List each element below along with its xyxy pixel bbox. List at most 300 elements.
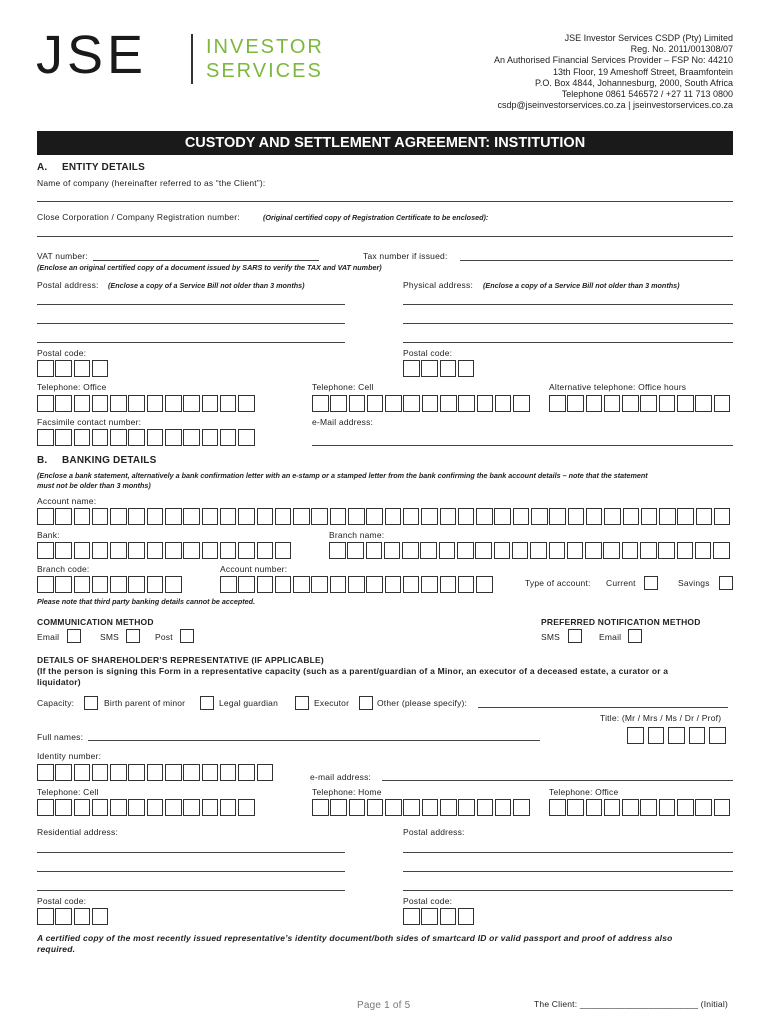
pref-email-checkbox[interactable] [628,629,642,643]
input-box[interactable] [165,764,182,781]
input-box[interactable] [627,727,644,744]
input-box[interactable] [696,508,713,525]
input-box[interactable] [147,395,164,412]
postal-code-boxes-1[interactable] [37,360,110,377]
input-box[interactable] [128,576,145,593]
input-box[interactable] [330,508,347,525]
physical-address-line-2[interactable] [403,323,733,324]
input-box[interactable] [458,508,475,525]
rep-tel-office-label: Telephone: Office [549,787,619,797]
branch-code-boxes[interactable] [37,576,183,593]
input-box[interactable] [457,542,474,559]
reg-number-line[interactable] [37,236,733,237]
input-box[interactable] [128,429,145,446]
input-box[interactable] [55,764,72,781]
input-box[interactable] [622,799,639,816]
input-box[interactable] [220,508,237,525]
input-box[interactable] [531,508,548,525]
input-box[interactable] [641,508,658,525]
input-box[interactable] [367,799,384,816]
input-box[interactable] [128,542,145,559]
input-box[interactable] [695,395,712,412]
input-box[interactable] [477,395,494,412]
input-box[interactable] [495,395,512,412]
vat-line[interactable] [93,260,319,261]
input-box[interactable] [165,508,182,525]
input-box[interactable] [420,542,437,559]
input-box[interactable] [330,395,347,412]
pref-sms-checkbox[interactable] [568,629,582,643]
input-box[interactable] [238,508,255,525]
tel-office-boxes[interactable] [37,395,257,412]
input-box[interactable] [586,395,603,412]
input-box[interactable] [312,395,329,412]
input-box[interactable] [366,542,383,559]
input-box[interactable] [110,542,127,559]
input-box[interactable] [549,799,566,816]
postal-address-label: Postal address: [37,280,99,290]
input-box[interactable] [183,508,200,525]
input-box[interactable] [55,395,72,412]
savings-checkbox[interactable] [719,576,733,590]
input-box[interactable] [403,395,420,412]
savings-label: Savings [678,578,710,588]
bank-boxes[interactable] [37,542,293,559]
input-box[interactable] [495,799,512,816]
input-box[interactable] [349,799,366,816]
input-box[interactable] [165,542,182,559]
input-box[interactable] [312,799,329,816]
input-box[interactable] [293,576,310,593]
input-box[interactable] [586,799,603,816]
input-box[interactable] [275,542,292,559]
input-box[interactable] [257,508,274,525]
input-box[interactable] [311,508,328,525]
third-party-note: Please note that third party banking details cannot be accepted. [37,597,256,606]
rep-sub-2: liquidator) [37,677,81,687]
account-number-label: Account number: [220,564,288,574]
input-box[interactable] [422,395,439,412]
input-box[interactable] [238,429,255,446]
rep-postal-line-1[interactable] [403,852,733,853]
input-box[interactable] [440,360,457,377]
input-box[interactable] [92,395,109,412]
input-box[interactable] [640,395,657,412]
input-box[interactable] [257,542,274,559]
input-box[interactable] [458,908,475,925]
tel-cell-label: Telephone: Cell [312,382,374,392]
input-box[interactable] [709,727,726,744]
input-box[interactable] [403,576,420,593]
account-number-boxes[interactable] [220,576,494,593]
rep-email-label: e-mail address: [310,772,372,782]
rep-postal-line-3[interactable] [403,890,733,891]
input-box[interactable] [92,429,109,446]
input-box[interactable] [183,764,200,781]
residential-line-3[interactable] [37,890,345,891]
input-box[interactable] [74,508,91,525]
input-box[interactable] [440,508,457,525]
input-box[interactable] [110,576,127,593]
input-box[interactable] [677,542,694,559]
input-box[interactable] [513,395,530,412]
tax-line[interactable] [460,260,733,261]
input-box[interactable] [183,429,200,446]
input-box[interactable] [422,799,439,816]
input-box[interactable] [55,576,72,593]
input-box[interactable] [128,799,145,816]
input-box[interactable] [604,395,621,412]
banking-note-2: must not be older than 3 months) [37,481,151,490]
input-box[interactable] [92,542,109,559]
input-box[interactable] [512,542,529,559]
input-box[interactable] [659,799,676,816]
input-box[interactable] [147,429,164,446]
input-box[interactable] [385,576,402,593]
input-box[interactable] [128,395,145,412]
input-box[interactable] [92,508,109,525]
section-b-heading: BANKING DETAILS [62,455,157,466]
input-box[interactable] [403,908,420,925]
input-box[interactable] [677,799,694,816]
rep-postal-line-2[interactable] [403,871,733,872]
input-box[interactable] [147,508,164,525]
input-box[interactable] [293,508,310,525]
full-names-line[interactable] [88,740,540,741]
input-box[interactable] [37,764,54,781]
input-box[interactable] [128,764,145,781]
input-box[interactable] [440,576,457,593]
other-label: Other (please specify): [377,698,468,708]
input-box[interactable] [366,576,383,593]
input-box[interactable] [604,799,621,816]
account-name-boxes[interactable] [37,508,732,525]
input-box[interactable] [677,395,694,412]
legal-guardian-checkbox[interactable] [200,696,214,710]
input-box[interactable] [202,395,219,412]
postal-address-line-1[interactable] [37,304,345,305]
input-box[interactable] [458,576,475,593]
input-box[interactable] [567,799,584,816]
input-box[interactable] [403,508,420,525]
input-box[interactable] [603,542,620,559]
rep-postal-code-boxes-1[interactable] [37,908,110,925]
input-box[interactable] [648,727,665,744]
id-number-label: Identity number: [37,751,102,761]
input-box[interactable] [220,799,237,816]
input-box[interactable] [677,508,694,525]
input-box[interactable] [165,799,182,816]
input-box[interactable] [37,799,54,816]
input-box[interactable] [549,395,566,412]
company-phone: Telephone 0861 546572 / +27 11 713 0800 [561,89,733,100]
input-box[interactable] [257,764,274,781]
input-box[interactable] [165,576,182,593]
input-box[interactable] [549,508,566,525]
input-box[interactable] [74,764,91,781]
input-box[interactable] [110,395,127,412]
input-box[interactable] [640,542,657,559]
comm-email-checkbox[interactable] [67,629,81,643]
input-box[interactable] [348,508,365,525]
branch-name-label: Branch name: [329,530,385,540]
input-box[interactable] [74,542,91,559]
physical-address-line-3[interactable] [403,342,733,343]
residential-label: Residential address: [37,827,119,837]
input-box[interactable] [183,542,200,559]
branch-name-boxes[interactable] [329,542,732,559]
input-box[interactable] [183,799,200,816]
input-box[interactable] [549,542,566,559]
input-box[interactable] [202,429,219,446]
input-box[interactable] [568,508,585,525]
section-a-letter: A. [37,162,48,173]
account-type-label: Type of account: [525,578,591,588]
input-box[interactable] [110,508,127,525]
section-b-letter: B. [37,455,48,466]
postal-code-label-1: Postal code: [37,348,87,358]
input-box[interactable] [92,908,109,925]
email-label: e-Mail address: [312,417,374,427]
input-box[interactable] [567,395,584,412]
input-box[interactable] [202,542,219,559]
input-box[interactable] [238,576,255,593]
section-a-heading: ENTITY DETAILS [62,162,145,173]
input-box[interactable] [439,542,456,559]
input-box[interactable] [220,542,237,559]
company-address-block [494,33,733,111]
executor-checkbox[interactable] [295,696,309,710]
title-boxes[interactable] [627,727,727,744]
input-box[interactable] [275,576,292,593]
input-box[interactable] [421,508,438,525]
input-box[interactable] [74,360,91,377]
input-box[interactable] [55,908,72,925]
input-box[interactable] [330,576,347,593]
postal-address-line-2[interactable] [37,323,345,324]
input-box[interactable] [385,395,402,412]
input-box[interactable] [695,799,712,816]
input-box[interactable] [92,799,109,816]
alt-tel-label: Alternative telephone: Office hours [549,382,687,392]
input-box[interactable] [347,542,364,559]
input-box[interactable] [92,360,109,377]
input-box[interactable] [74,395,91,412]
input-box[interactable] [458,799,475,816]
input-box[interactable] [475,542,492,559]
input-box[interactable] [257,576,274,593]
input-box[interactable] [714,508,731,525]
input-box[interactable] [329,542,346,559]
input-box[interactable] [147,764,164,781]
input-box[interactable] [74,908,91,925]
input-box[interactable] [183,395,200,412]
alt-tel-boxes[interactable] [549,395,732,412]
postal-address-line-3[interactable] [37,342,345,343]
input-box[interactable] [220,429,237,446]
comm-sms-checkbox[interactable] [126,629,140,643]
input-box[interactable] [238,799,255,816]
input-box[interactable] [366,508,383,525]
comm-post-label: Post [155,632,173,642]
input-box[interactable] [165,395,182,412]
rep-tel-cell-label: Telephone: Cell [37,787,99,797]
other-line[interactable] [478,707,728,708]
rep-tel-office-boxes[interactable] [549,799,732,816]
id-number-boxes[interactable] [37,764,275,781]
input-box[interactable] [275,508,292,525]
input-box[interactable] [110,764,127,781]
page-title: CUSTODY AND SETTLEMENT AGREEMENT: INSTITUTION [184,135,586,151]
input-box[interactable] [586,508,603,525]
input-box[interactable] [385,508,402,525]
input-box[interactable] [385,799,402,816]
input-box[interactable] [37,576,54,593]
input-box[interactable] [658,542,675,559]
input-box[interactable] [714,395,731,412]
other-checkbox[interactable] [359,696,373,710]
email-line[interactable] [312,445,733,446]
input-box[interactable] [402,542,419,559]
input-box[interactable] [622,542,639,559]
input-box[interactable] [238,764,255,781]
rep-tel-home-boxes[interactable] [312,799,532,816]
vat-label: VAT number: [37,251,88,261]
input-box[interactable] [238,542,255,559]
physical-address-line-1[interactable] [403,304,733,305]
input-box[interactable] [604,508,621,525]
postal-code-label-2: Postal code: [403,348,453,358]
input-box[interactable] [567,542,584,559]
input-box[interactable] [440,799,457,816]
input-box[interactable] [421,908,438,925]
rep-tel-cell-boxes[interactable] [37,799,257,816]
input-box[interactable] [622,395,639,412]
input-box[interactable] [668,727,685,744]
input-box[interactable] [440,395,457,412]
input-box[interactable] [74,429,91,446]
input-box[interactable] [147,576,164,593]
company-reg: Reg. No. 2011/001308/07 [630,44,733,55]
input-box[interactable] [311,576,328,593]
bank-label: Bank: [37,530,60,540]
input-box[interactable] [348,576,365,593]
input-box[interactable] [695,542,712,559]
input-box[interactable] [330,799,347,816]
input-box[interactable] [220,395,237,412]
tel-cell-boxes[interactable] [312,395,532,412]
input-box[interactable] [37,395,54,412]
input-box[interactable] [92,764,109,781]
input-box[interactable] [367,395,384,412]
input-box[interactable] [110,799,127,816]
input-box[interactable] [55,508,72,525]
input-box[interactable] [403,799,420,816]
input-box[interactable] [403,360,420,377]
input-box[interactable] [713,542,730,559]
company-email: csdp@jseinvestorservices.co.za | jseinvestorservices.co.za [497,100,733,111]
rep-sub-1: (If the person is signing this Form in a representative capacity (such as a parent/guardian of a Minor, an executor of a deceased estate, a curator or a [37,666,669,676]
input-box[interactable] [458,395,475,412]
input-box[interactable] [147,799,164,816]
input-box[interactable] [659,508,676,525]
rep-email-line[interactable] [382,780,733,781]
birth-parent-checkbox[interactable] [84,696,98,710]
input-box[interactable] [202,764,219,781]
postal-code-boxes-2[interactable] [403,360,476,377]
residential-line-1[interactable] [37,852,345,853]
input-box[interactable] [220,764,237,781]
input-box[interactable] [37,508,54,525]
account-name-label: Account name: [37,496,97,506]
input-box[interactable] [530,542,547,559]
input-box[interactable] [349,395,366,412]
input-box[interactable] [128,508,145,525]
input-box[interactable] [92,576,109,593]
company-name-line[interactable] [37,201,733,202]
input-box[interactable] [476,508,493,525]
input-box[interactable] [421,360,438,377]
input-box[interactable] [494,508,511,525]
physical-address-note: (Enclose a copy of a Service Bill not older than 3 months) [483,281,680,290]
input-box[interactable] [659,395,676,412]
input-box[interactable] [55,360,72,377]
input-box[interactable] [220,576,237,593]
comm-post-checkbox[interactable] [180,629,194,643]
input-box[interactable] [37,542,54,559]
input-box[interactable] [55,429,72,446]
physical-address-label: Physical address: [403,280,474,290]
input-box[interactable] [585,542,602,559]
input-box[interactable] [689,727,706,744]
input-box[interactable] [714,799,731,816]
input-box[interactable] [74,799,91,816]
input-box[interactable] [37,908,54,925]
banking-note-1: (Enclose a bank statement, alternatively a bank confirmation letter with an e-stamp or a stamped letter from the bank confirming the bank account details – note that the statement [37,471,648,480]
input-box[interactable] [640,799,657,816]
input-box[interactable] [458,360,475,377]
input-box[interactable] [477,799,494,816]
rep-postal-code-label-1: Postal code: [37,896,87,906]
input-box[interactable] [513,799,530,816]
input-box[interactable] [37,360,54,377]
input-box[interactable] [165,429,182,446]
input-box[interactable] [623,508,640,525]
jse-logo [36,25,336,90]
input-box[interactable] [55,799,72,816]
input-box[interactable] [440,908,457,925]
input-box[interactable] [513,508,530,525]
input-box[interactable] [384,542,401,559]
rep-postal-code-label-2: Postal code: [403,896,453,906]
input-box[interactable] [202,508,219,525]
input-box[interactable] [202,799,219,816]
input-box[interactable] [494,542,511,559]
fax-boxes[interactable] [37,429,257,446]
residential-line-2[interactable] [37,871,345,872]
input-box[interactable] [55,542,72,559]
current-checkbox[interactable] [644,576,658,590]
input-box[interactable] [476,576,493,593]
input-box[interactable] [147,542,164,559]
input-box[interactable] [421,576,438,593]
input-box[interactable] [74,576,91,593]
input-box[interactable] [110,429,127,446]
input-box[interactable] [238,395,255,412]
rep-postal-code-boxes-2[interactable] [403,908,476,925]
vat-note: (Enclose an original certified copy of a document issued by SARS to verify the TAX and VAT number) [37,263,382,272]
input-box[interactable] [37,429,54,446]
